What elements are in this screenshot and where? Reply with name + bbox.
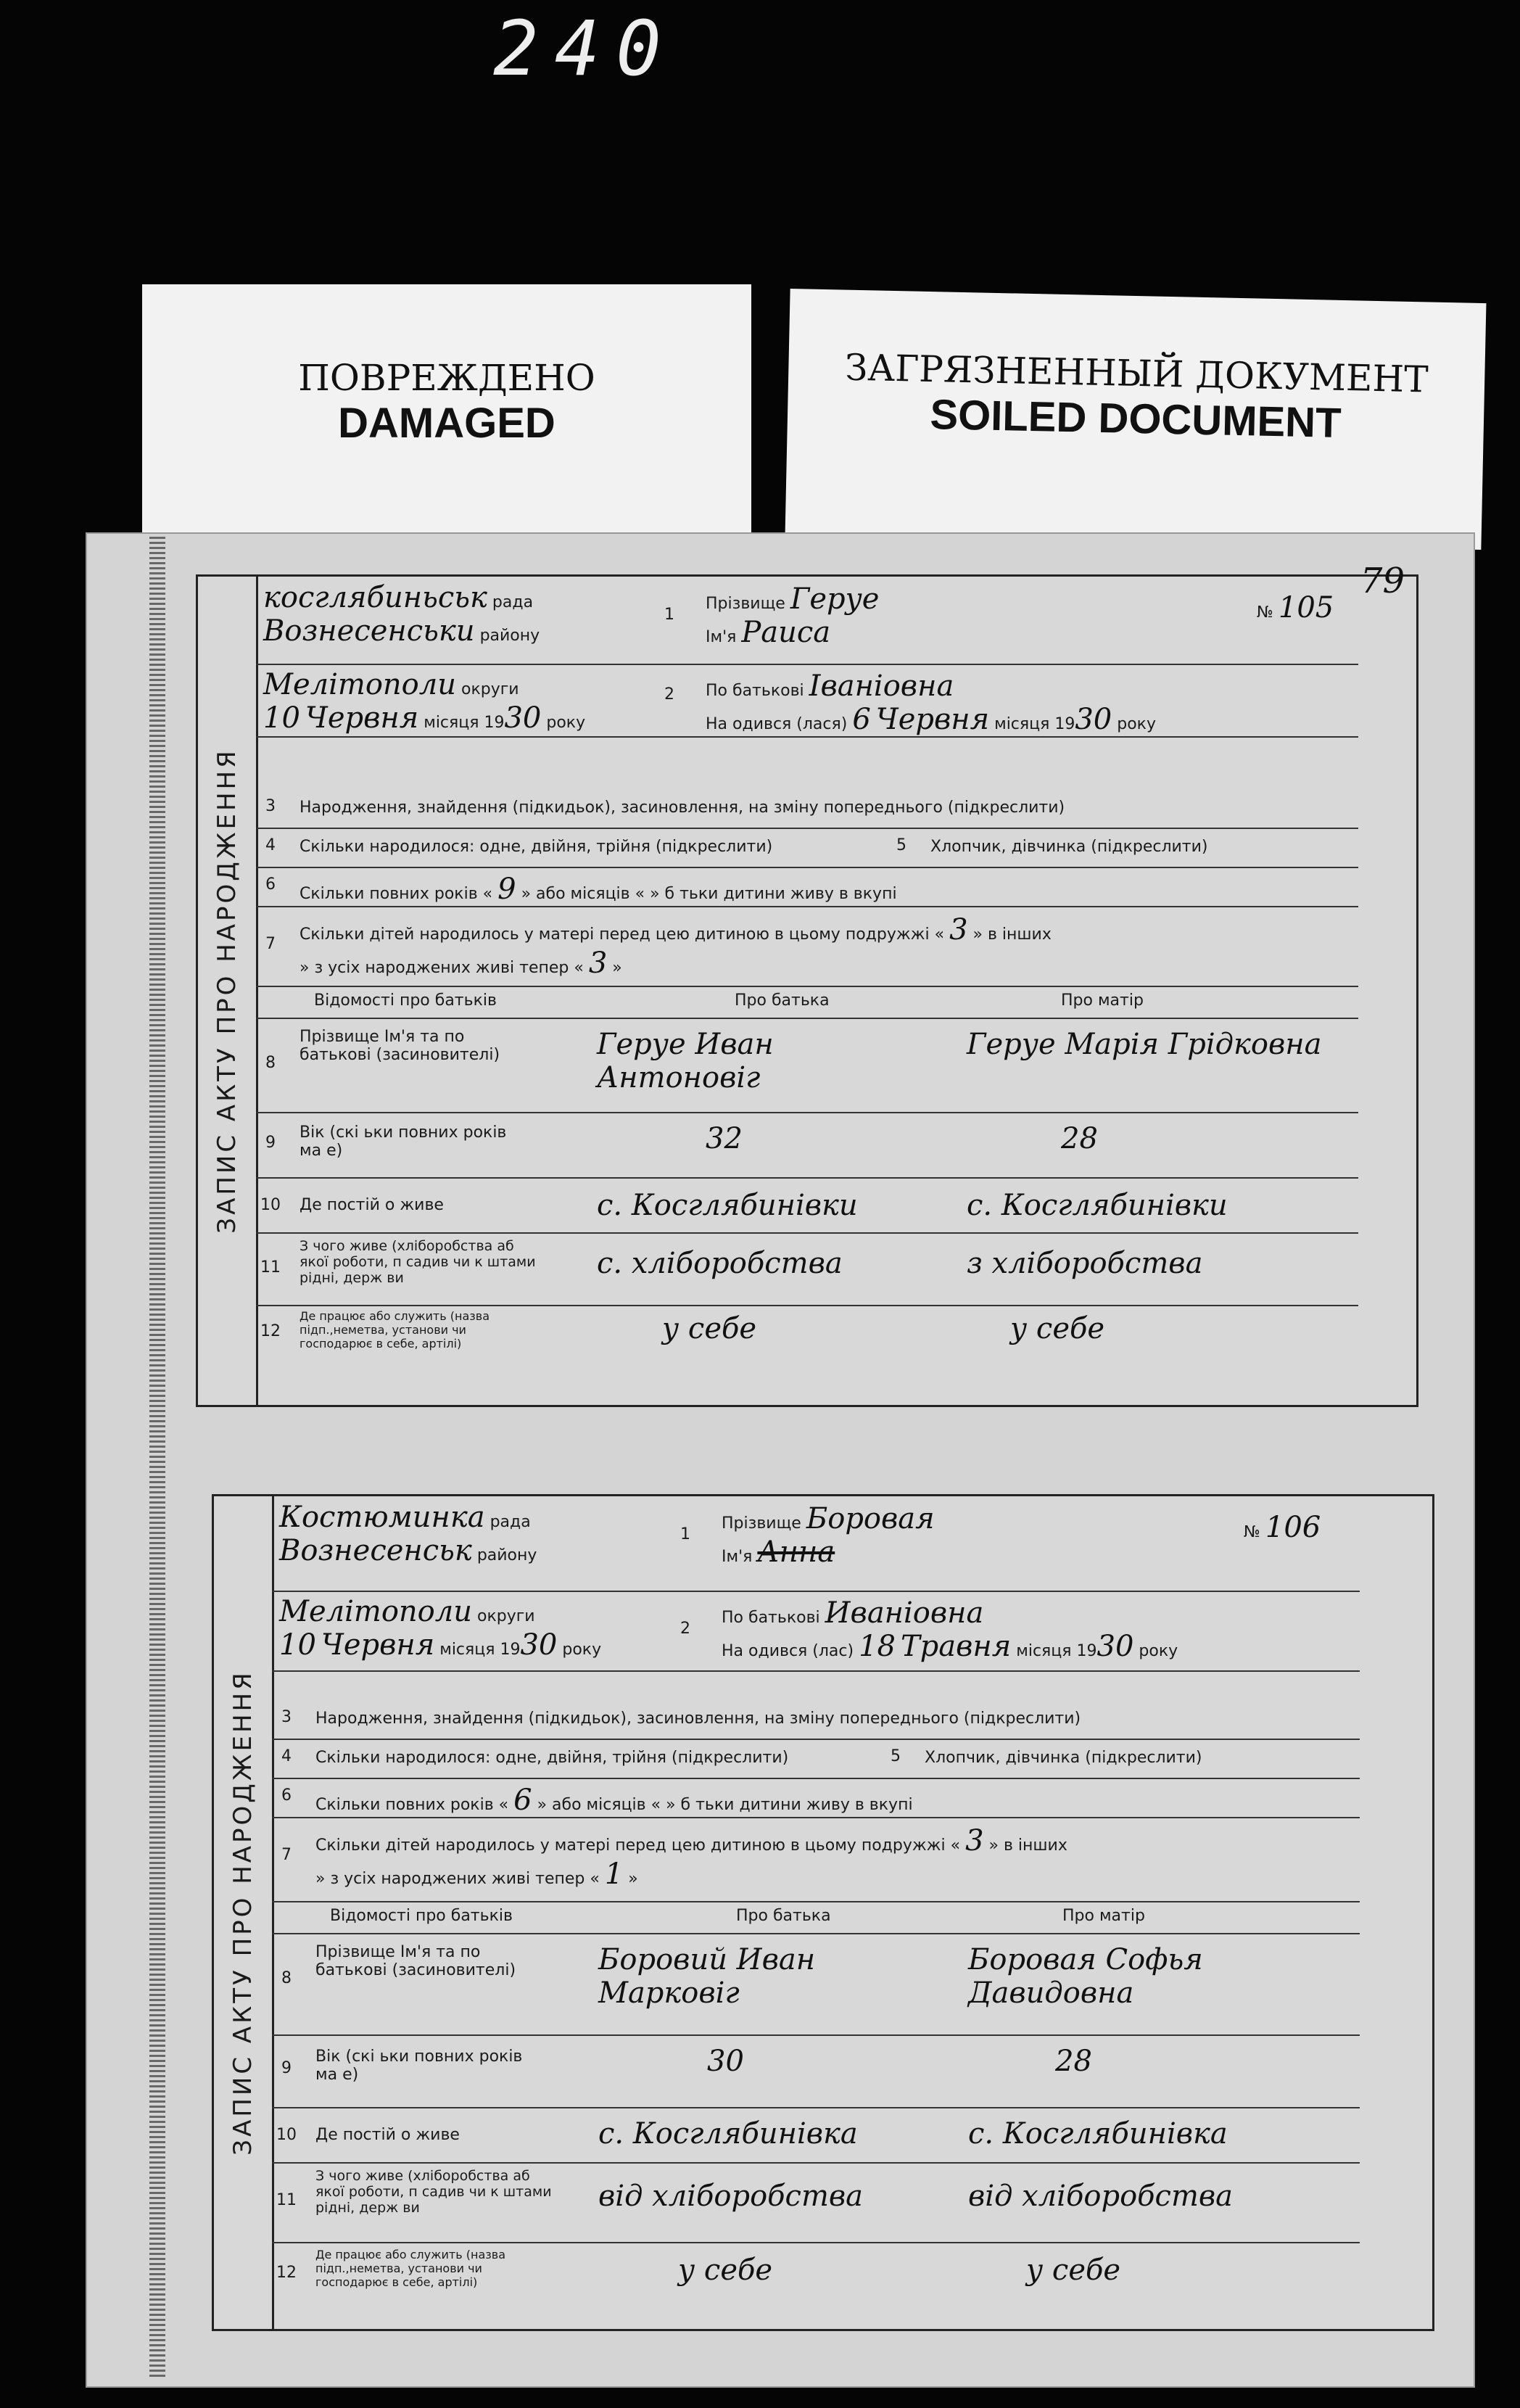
mother-residence-2: с. Косглябинівка: [968, 2117, 1228, 2151]
side-title: ЗАПИС АКТУ ПРО НАРОДЖЕННЯ: [198, 577, 258, 1405]
record-number-2: 106: [1265, 1511, 1321, 1544]
damaged-label: [142, 284, 751, 545]
parents-header-row: Відомості про батьків Про батька Про матір: [256, 986, 1358, 1019]
father-work: у себе: [662, 1312, 757, 1345]
row-10b: 10 Де постій о живе с. Косглябинівка с. Косглябинівка: [272, 2107, 1360, 2164]
mother-age: 28: [1061, 1122, 1098, 1155]
father-age: 32: [706, 1122, 743, 1155]
soiled-label-en: SOILED DOCUMENT: [929, 391, 1342, 447]
mother-work-2: у себе: [1026, 2254, 1121, 2287]
row-10: 10 Де постій о живе с. Косглябинівки с. Косглябинівки: [256, 1177, 1358, 1234]
header-row-2b: Мелітополи округи 10 Червня місяця 1930 року 2 По батькові Иваніовна На одився (лас) 18 Травня місяця 1930 року: [272, 1591, 1360, 1672]
mother-work: у себе: [1010, 1312, 1105, 1345]
row-7b: 7 Скільки дітей народилось у матері перед цею дитиною в цьому подружжі « 3 » в інших » з усіх народжених живі тепер « 1 »: [272, 1817, 1360, 1902]
record-number: 105: [1278, 591, 1334, 624]
father-occupation: с. хліборобства: [597, 1247, 843, 1280]
row-9: 9 Вік (скі ьки повних років ма е) 32 28: [256, 1112, 1358, 1179]
mother-name: Геруе Марія Грідковна: [967, 1028, 1322, 1061]
birth-record-2: [212, 1494, 1434, 2331]
father-age-2: 30: [707, 2045, 744, 2078]
side-title-2: ЗАПИС АКТУ ПРО НАРОДЖЕННЯ: [214, 1496, 274, 2329]
header-row-1b: Костюминка рада Вознесенськ району 1 Прізвище Боровая Ім'я Анна № 106: [272, 1496, 1360, 1592]
father-work-2: у себе: [678, 2254, 773, 2287]
birth-record-1: [196, 561, 1418, 1407]
binding-edge: [149, 537, 165, 2379]
row-12: 12 Де працює або служить (назва підп.,неметва, установи чи господарює в себе, артілі) у себе у себе: [260, 1309, 1105, 1351]
row-8: 8 Прізвище Ім'я та по батькові (засиновителі) Геруе Иван Антоновіг Геруе Марія Грідковна: [256, 1018, 1358, 1113]
page-number: 79: [1360, 561, 1405, 601]
row-12b: 12 Де працює або служить (назва підп.,неметва, установи чи господарює в себе, артілі) у себе у себе: [276, 2248, 1121, 2289]
damaged-label-ru: ПОВРЕЖДЕНО: [298, 357, 595, 399]
mother-occupation-2: від хліборобства: [968, 2180, 1234, 2213]
father-occupation-2: від хліборобства: [598, 2180, 864, 2213]
mother-age-2: 28: [1055, 2045, 1092, 2078]
child-name-2: Анна: [757, 1535, 835, 1569]
row-8b: 8 Прізвище Ім'я та по батькові (засиновителі) Боровий Иван Марковіг Боровая Софья Давидовна: [272, 1933, 1360, 2036]
mother-residence: с. Косглябинівки: [967, 1189, 1228, 1222]
row-7: 7 Скільки дітей народилось у матері перед цею дитиною в цьому подружжі « 3 » в інших » з усіх народжених живі тепер « 3 »: [256, 906, 1358, 987]
child-name: Раиса: [741, 616, 831, 649]
child-patronymic-2: Иваніовна: [825, 1596, 984, 1630]
row-3b: 3 Народження, знайдення (підкидьок), засиновлення, на зміну попереднього (підкреслити): [272, 1699, 1360, 1740]
row-9b: 9 Вік (скі ьки повних років ма е) 30 28: [272, 2034, 1360, 2108]
mother-occupation: з хліборобства: [967, 1247, 1203, 1280]
child-surname-2: Боровая: [806, 1502, 935, 1535]
parents-header-row-2: Відомості про батьків Про батька Про матір: [272, 1901, 1360, 1934]
row-3: 3 Народження, знайдення (підкидьок), засиновлення, на зміну попереднього (підкреслити): [256, 788, 1358, 829]
row-6b: 6 Скільки повних років « 6 » або місяців « » б тьки дитини живу в вкупі: [272, 1778, 1360, 1818]
father-residence-2: с. Косглябинівка: [598, 2117, 858, 2151]
damaged-label-en: DAMAGED: [338, 400, 555, 447]
father-name: Геруе Иван Антоновіг: [597, 1028, 774, 1094]
row-4-5: 4 Скільки народилося: одне, двійня, трійня (підкреслити) 5 Хлопчик, дівчинка (підкреслити): [256, 828, 1358, 868]
soiled-label-ru: ЗАГРЯЗНЕННЫЙ ДОКУМЕНТ: [844, 346, 1429, 401]
row-4-5b: 4 Скільки народилося: одне, двійня, трійня (підкреслити) 5 Хлопчик, дівчинка (підкреслити): [272, 1739, 1360, 1779]
header-row-2: Мелітополи округи 10 Червня місяця 1930 року 2 По батькові Іваніовна На одився (лася) 6 Червня місяця 1930 року: [256, 664, 1358, 738]
row-11b: 11 З чого живе (хліборобства аб якої роботи, п садив чи к штами рідні, держ ви від хліборобства від хліборобства: [272, 2162, 1360, 2243]
archive-number: 240: [493, 4, 677, 93]
soiled-label: [785, 289, 1487, 550]
row-11: 11 З чого живе (хліборобства аб якої роботи, п садив чи к штами рідні, держ ви с. хліборобства з хліборобства: [256, 1232, 1358, 1306]
row-6: 6 Скільки повних років « 9 » або місяців « » б тьки дитини живу в вкупі: [256, 867, 1358, 907]
mother-name-2: Боровая Софья Давидовна: [968, 1943, 1203, 2010]
father-residence: с. Косглябинівки: [597, 1189, 858, 1222]
child-patronymic: Іваніовна: [809, 669, 954, 703]
header-row-1: косглябиньськ рада Вознесенськи району 1 Прізвище Геруе Ім'я Раиса № 105: [256, 577, 1358, 665]
father-name-2: Боровий Иван Марковіг: [598, 1943, 816, 2010]
child-surname: Геруе: [790, 582, 880, 616]
